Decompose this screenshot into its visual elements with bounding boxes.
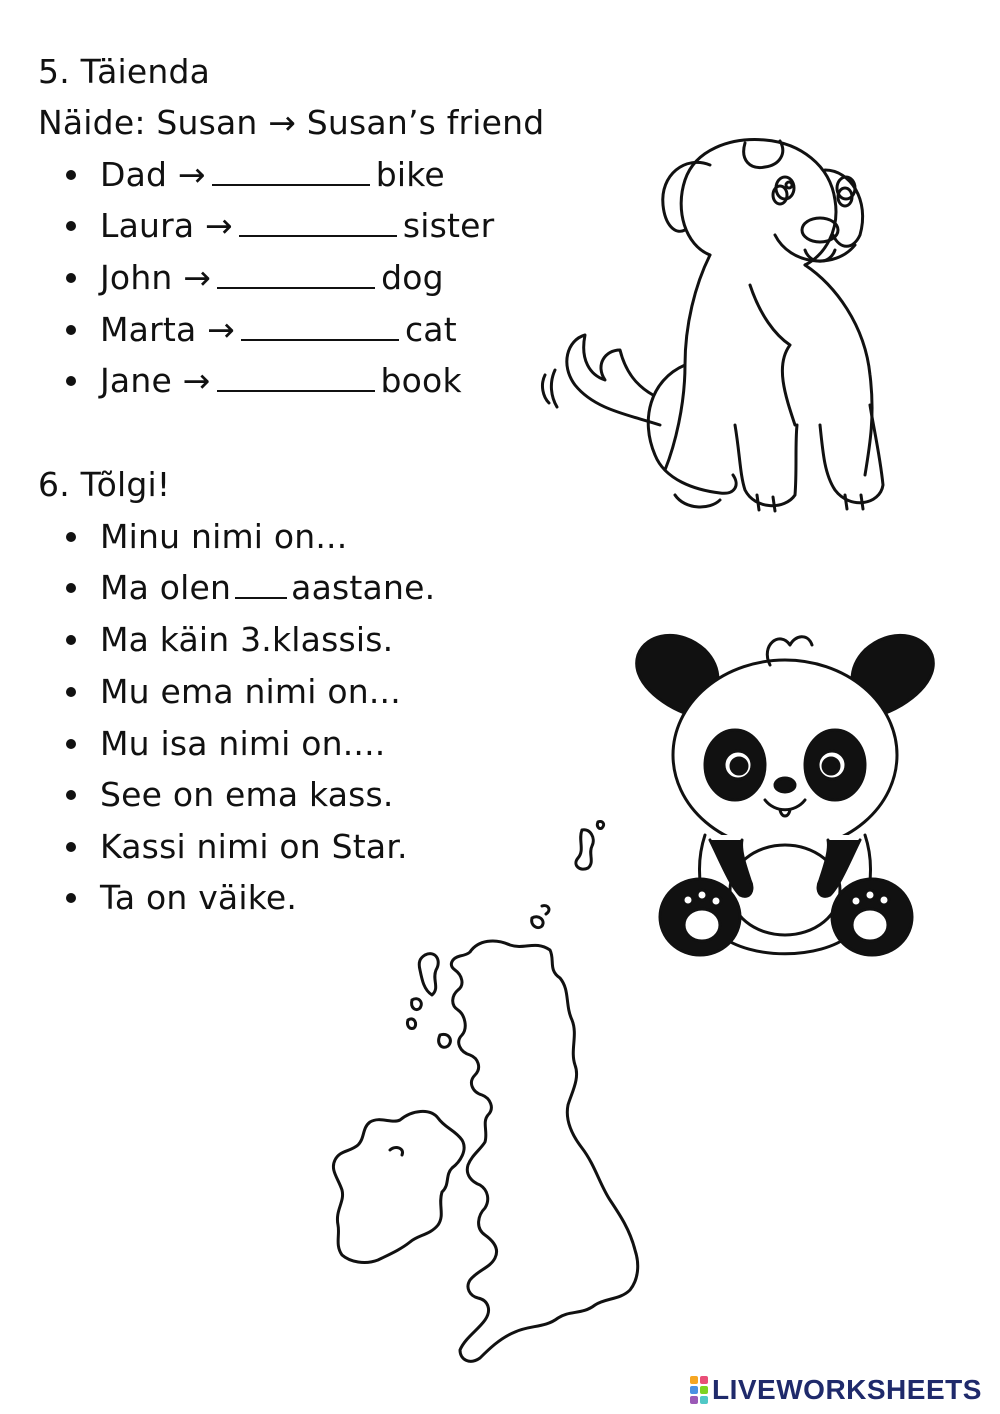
translate-item [100,568,435,608]
bullet [66,583,76,593]
translate-item: Minu nimi on... [100,517,348,556]
bullet [66,221,76,231]
fill-item-name: John → [100,258,212,297]
translate-item: Mu ema nimi on... [100,672,401,711]
blank-input[interactable] [217,362,375,392]
fill-item-word: cat [404,310,457,349]
bullet [66,893,76,903]
blank-input[interactable] [239,207,397,237]
bullet [66,532,76,542]
fill-item-word: dog [381,258,444,297]
bullet [66,687,76,697]
blank-input[interactable] [217,259,375,289]
bullet [66,376,76,386]
translate-item-after: aastane. [291,568,436,607]
fill-item-name: Laura → [100,206,233,245]
section5-title: 5. Täienda [38,52,211,91]
fill-item-name: Jane → [100,361,211,400]
fill-item-name: Dad → [100,155,206,194]
fill-item-laura [100,206,494,246]
translate-item: See on ema kass. [100,775,394,814]
fill-item-marta [100,310,457,350]
bullet [66,739,76,749]
fill-item-john [100,258,444,298]
british-isles-map-icon [320,810,700,1380]
dog-icon [535,125,895,525]
bullet [66,170,76,180]
blank-input[interactable] [212,156,370,186]
fill-item-dad [100,155,445,195]
bullet [66,790,76,800]
brand-name: LIVEWORKSHEETS [712,1374,982,1405]
translate-item: Ma käin 3.klassis. [100,620,394,659]
liveworksheets-brand [690,1374,982,1406]
bullet [66,842,76,852]
bullet [66,325,76,335]
blank-input[interactable] [241,311,399,341]
translate-item-before: Ma olen [100,568,232,607]
bullet [66,635,76,645]
bullet [66,273,76,283]
translate-item: Ta on väike. [100,878,298,917]
translate-item: Mu isa nimi on.... [100,724,386,763]
fill-item-word: sister [402,206,495,245]
section6-title: 6. Tõlgi! [38,465,171,504]
fill-item-name: Marta → [100,310,235,349]
fill-item-jane [100,361,462,401]
translate-item: Kassi nimi on Star. [100,827,408,866]
fill-item-word: book [380,361,462,400]
age-blank[interactable] [235,569,287,599]
section5-example: Näide: Susan → Susan’s friend [38,103,545,142]
fill-item-word: bike [375,155,445,194]
liveworksheets-logo-icon [690,1376,708,1404]
